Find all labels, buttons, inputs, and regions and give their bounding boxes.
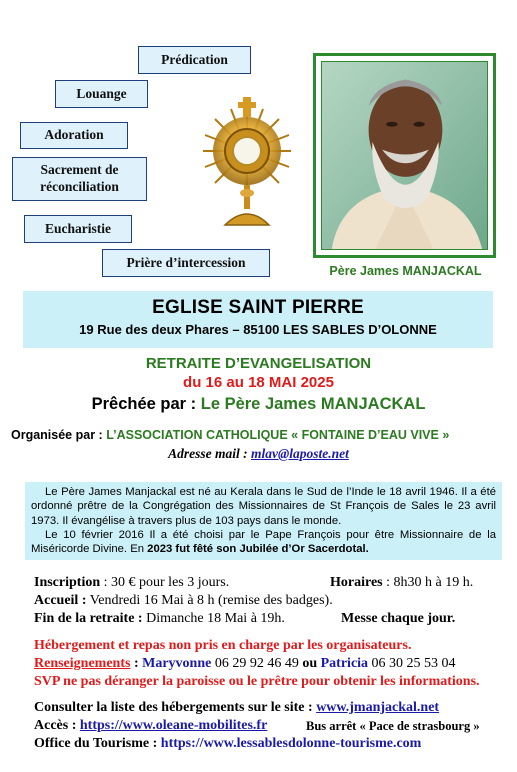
email-line xyxy=(0,446,517,462)
theme-label: Prédication xyxy=(161,51,228,67)
mobility-link[interactable]: https://www.oleane-mobilites.fr xyxy=(79,718,268,733)
organiser-label: Organisée par : xyxy=(11,428,107,442)
email-link[interactable]: mlav@laposte.net xyxy=(251,446,349,461)
contact-2-name: Patricia xyxy=(320,656,369,671)
monstrance-icon xyxy=(195,95,300,230)
bus-text: Bus arrêt « Pace de strasbourg » xyxy=(306,719,480,733)
theme-box-eucharistie xyxy=(24,215,132,243)
renseignements-line xyxy=(34,656,456,672)
preached-line xyxy=(0,395,517,414)
acces-label: Accès : xyxy=(34,718,80,733)
church-address: 19 Rue des deux Phares – 85100 LES SABLES D’OLONNE xyxy=(79,322,437,337)
svp-note: SVP ne pas déranger la paroisse ou le prêtre pour obtenir les informations. xyxy=(34,674,480,689)
inscription-value: : 30 € pour les 3 jours. xyxy=(100,575,230,590)
theme-box-adoration xyxy=(20,122,128,149)
preacher-name: Le Père James MANJACKAL xyxy=(200,395,426,413)
inscription-label: Inscription xyxy=(34,575,101,590)
theme-box-sacrement xyxy=(12,157,147,201)
theme-label: réconciliation xyxy=(40,179,119,194)
theme-label: Prière d’intercession xyxy=(126,254,246,270)
title-band xyxy=(23,291,493,348)
theme-label: Sacrement de xyxy=(40,162,119,178)
accueil-line xyxy=(34,593,333,609)
preached-label: Prêchée par : xyxy=(91,395,201,413)
bio-paragraph-1: Le Père James Manjackal est né au Kerala dans le Sud de l’Inde le 18 avril 1946. Il a été ordonné prêtre de la Congrégation des Missionnaires de St François de Sales le 23 avril 1973. Il évangélise à travers plus de 103 pays dans le monde. xyxy=(31,486,496,527)
messe-text: Messe chaque jour. xyxy=(341,611,456,626)
retreat-dates: du 16 au 18 MAI 2025 xyxy=(183,374,334,391)
consult-line xyxy=(34,700,439,716)
accueil-value: Vendredi 16 Mai à 8 h (remise des badges). xyxy=(86,593,333,608)
portrait-photo xyxy=(322,62,487,249)
hebergement-note: Hébergement et repas non pris en charge par les organisateurs. xyxy=(34,638,412,653)
office-line xyxy=(34,736,421,752)
tourism-link[interactable]: https://www.lessablesdolonne-tourisme.com xyxy=(160,736,422,751)
theme-label: Eucharistie xyxy=(45,220,111,236)
email-label: Adresse mail : xyxy=(168,446,251,461)
renseignements-label: Renseignements xyxy=(34,656,131,671)
horaires-line xyxy=(330,575,473,591)
theme-label: Adoration xyxy=(44,127,104,143)
accueil-label: Accueil : xyxy=(34,593,87,608)
messe-line xyxy=(341,611,455,627)
theme-label: Louange xyxy=(76,85,127,101)
theme-box-louange xyxy=(55,80,148,108)
contact-or: ou xyxy=(298,656,321,671)
inscription-line xyxy=(34,575,229,591)
fin-line xyxy=(34,611,285,627)
separator: : xyxy=(130,656,143,671)
photo-frame xyxy=(313,53,496,258)
office-label: Office du Tourisme : xyxy=(34,736,161,751)
contact-1-name: Maryvonne xyxy=(142,656,212,671)
organiser-name: L’ASSOCIATION CATHOLIQUE « FONTAINE D’EAU VIVE » xyxy=(106,428,450,442)
horaires-value: : 8h30 h à 19 h. xyxy=(382,575,474,590)
biography-box xyxy=(25,482,502,560)
theme-box-predication xyxy=(138,46,251,74)
retreat-title: RETRAITE D’EVANGELISATION xyxy=(145,355,372,372)
bus-line xyxy=(306,719,480,734)
photo-caption: Père James MANJACKAL xyxy=(329,264,482,278)
theme-box-priere xyxy=(102,249,270,277)
fin-value: Dimanche 18 Mai à 19h. xyxy=(142,611,285,626)
jubilee-text: 2023 fut fêté son Jubilée d’Or Sacerdotal. xyxy=(147,543,369,556)
site-link[interactable]: www.jmanjackal.net xyxy=(316,700,440,715)
fin-label: Fin de la retraite : xyxy=(34,611,143,626)
church-name: EGLISE SAINT PIERRE xyxy=(152,297,364,318)
bio-paragraph-2 xyxy=(31,528,496,557)
contact-1-phone: 06 29 92 46 49 xyxy=(211,656,299,671)
bio-text: Le 10 février 2016 Il a été choisi par le Pape François pour être Missionnaire de la Miséricorde Divine. En xyxy=(31,528,496,556)
acces-line xyxy=(34,718,267,734)
horaires-label: Horaires xyxy=(330,575,383,590)
organiser-line xyxy=(11,428,511,442)
consult-label: Consulter la liste des hébergements sur le site : xyxy=(34,700,317,715)
contact-2-phone: 06 30 25 53 04 xyxy=(368,656,456,671)
